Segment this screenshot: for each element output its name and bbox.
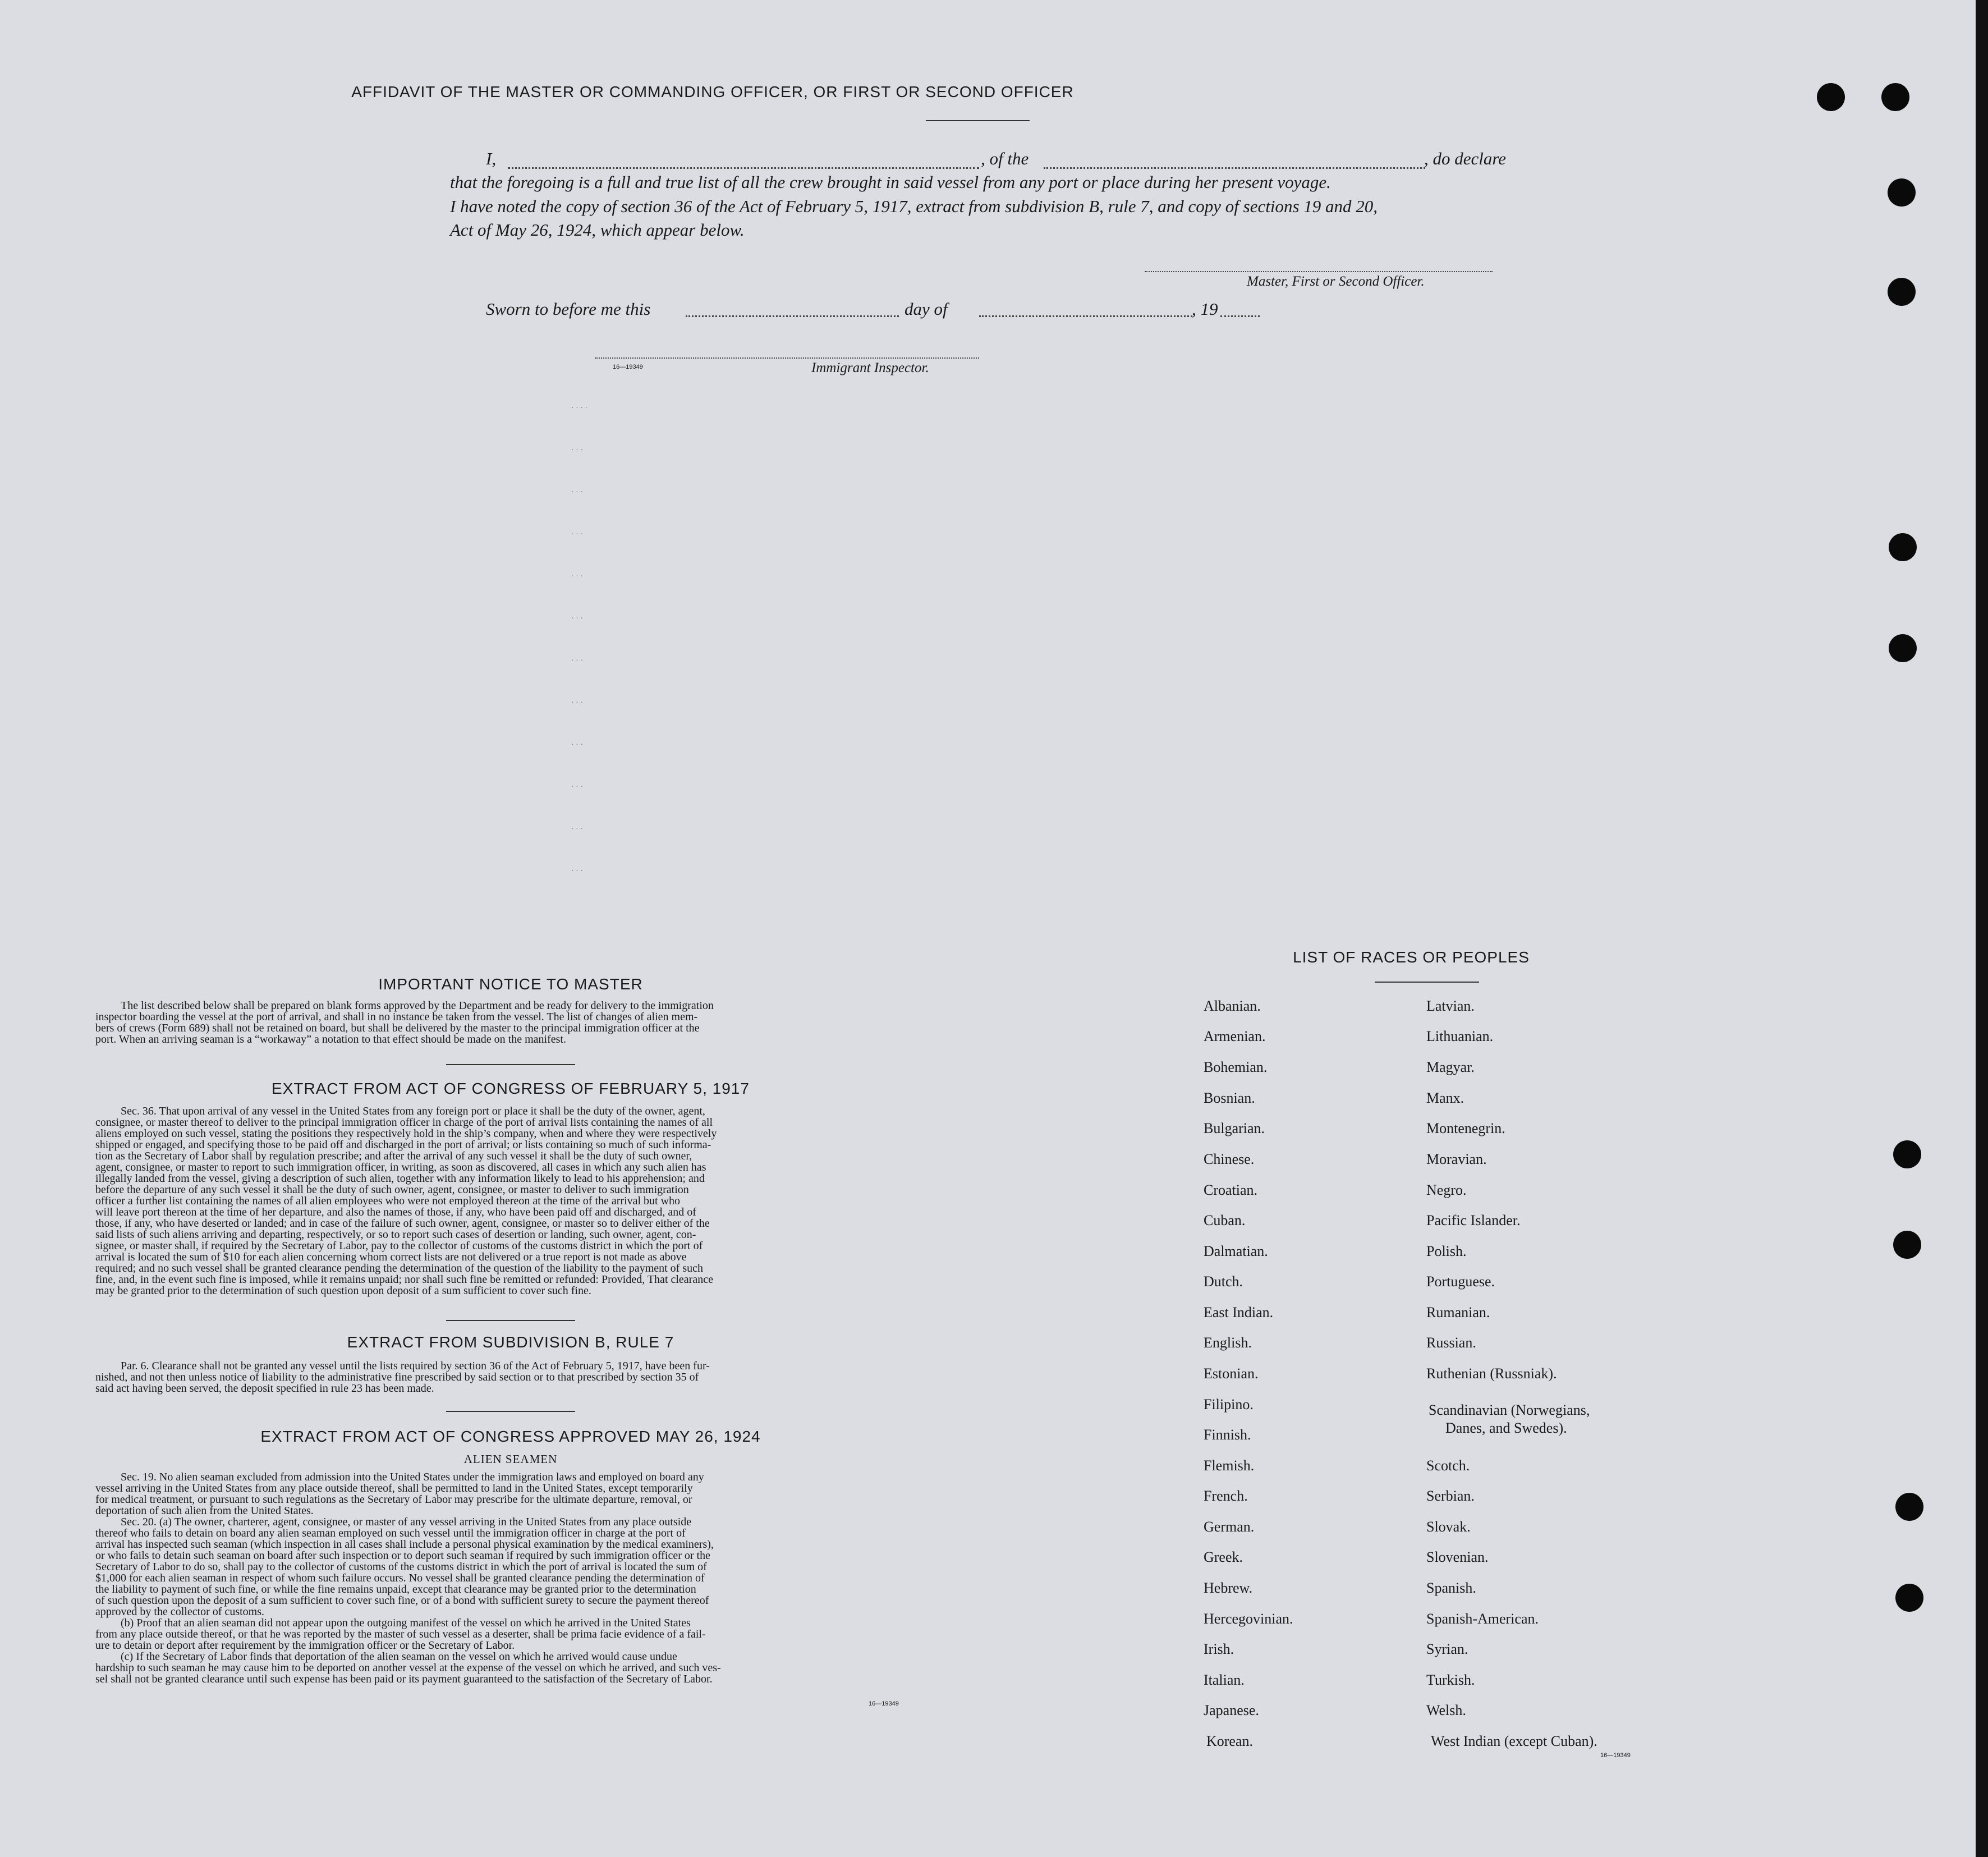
text-line: vessel arriving in the United States from any place outside thereof, shall be permitted to land in the United States, except temporarily (95, 1482, 693, 1494)
text-line: before the departure of any such vessel it shall be the duty of such owner, agent, consignee, or master to deliver to such immigration (95, 1184, 689, 1196)
race-item: Serbian. (1426, 1488, 1475, 1504)
rule-7-text (95, 1360, 926, 1394)
race-item: Portuguese. (1426, 1273, 1495, 1290)
form-number: 16—19349 (613, 364, 643, 370)
punch-hole-icon (1817, 83, 1845, 111)
text-line: shipped or engaged, and specifying those to be paid off and discharged in the port of arrival; or lists containing so much of such informa- (95, 1139, 711, 1151)
race-item: Slovak. (1426, 1519, 1471, 1535)
race-item: Estonian. (1204, 1365, 1259, 1382)
race-item: East Indian. (1204, 1304, 1274, 1320)
text-line: Secretary of Labor to do so, shall pay to the collector of customs of the customs district in which the port of arrival is located the sum of (95, 1561, 707, 1573)
punch-hole-icon (1889, 533, 1917, 561)
race-item: Manx. (1426, 1090, 1464, 1106)
text-line: approved by the collector of customs. (95, 1606, 265, 1618)
signature-caption: Master, First or Second Officer. (1247, 274, 1425, 289)
inspector-signature-field[interactable] (595, 357, 979, 359)
race-item: Moravian. (1426, 1151, 1487, 1167)
affidavit-line-4: Act of May 26, 1924, which appear below. (450, 220, 745, 240)
declarant-name-field[interactable] (508, 167, 979, 169)
text-line: or who fails to detain such seaman on board after such inspection or to deport such seaman if required by such immigration officer or the (95, 1549, 710, 1562)
race-item: Montenegrin. (1426, 1120, 1505, 1136)
notice-title: IMPORTANT NOTICE TO MASTER (378, 975, 643, 993)
text-line: thereof who fails to detain on board any alien seaman employed on such vessel until the immigration officer in charge at the port of (95, 1527, 686, 1539)
race-item: Lithuanian. (1426, 1028, 1494, 1044)
race-item: Dalmatian. (1204, 1243, 1268, 1259)
notice-line: inspector boarding the vessel at the port of arrival, and shall in no instance be taken from the vessel. The list of changes of alien mem- (95, 1011, 698, 1023)
vessel-label: , of the (981, 149, 1029, 168)
race-item: Japanese. (1204, 1702, 1259, 1718)
text-line: (c) If the Secretary of Labor finds that deportation of the alien seaman on the vessel on which he arrived would cause undue (121, 1650, 677, 1663)
text-line: Sec. 19. No alien seaman excluded from admission into the United States under the immigration laws and employed on board any (121, 1471, 704, 1483)
sworn-year-field[interactable] (1220, 315, 1260, 317)
text-line: ure to detain or deport after requirement by the immigration officer or the Secretary of Labor. (95, 1639, 515, 1652)
punch-hole-icon (1889, 634, 1917, 662)
race-item: Polish. (1426, 1243, 1467, 1259)
extract-1924-title: EXTRACT FROM ACT OF CONGRESS APPROVED MAY 26, 1924 (260, 1428, 761, 1445)
race-item: Rumanian. (1426, 1304, 1490, 1320)
margin-dots: · · · · · · · · · · · · · · · · · · · · · · · · · · · · · · · · · · · · · (571, 404, 588, 875)
race-item: Pacific Islander. (1426, 1212, 1521, 1228)
text-line: deportation of such alien from the United States. (95, 1505, 314, 1517)
sworn-month-field[interactable] (979, 315, 1192, 317)
text-line: will leave port thereon at the time of her departure, and also the names of those, if any, who have been paid off and discharged, and of (95, 1206, 696, 1218)
declare-label: , do declare (1424, 149, 1507, 168)
section-rule (446, 1064, 575, 1065)
rule-7-title: EXTRACT FROM SUBDIVISION B, RULE 7 (347, 1333, 674, 1351)
text-line: arrival is located the sum of $10 for each alien concerning whom correct lists are not delivered or a true report is not made as above (95, 1251, 687, 1263)
race-item: West Indian (except Cuban). (1431, 1733, 1597, 1749)
text-line: of such question upon the deposit of a sum sufficient to cover such fine, or of a bond with sufficient surety to secure the payment thereof (95, 1594, 709, 1607)
races-title-rule (1375, 982, 1479, 983)
text-line: those, if any, who have deserted or landed; and in case of the failure of such owner, agent, consignee, or master so to deliver either of the (95, 1217, 710, 1230)
punch-hole-icon (1895, 1493, 1923, 1521)
race-item: Spanish. (1426, 1580, 1476, 1596)
text-line: arrival has inspected such seaman (which inspection in all cases shall include a personal physical examination by the medical examiners), (95, 1538, 714, 1551)
race-item: Scandinavian (Norwegians, (1429, 1402, 1590, 1418)
text-line: aliens employed on such vessel, stating the positions they respectively hold in the ship’s company, when and where they were respectively (95, 1127, 717, 1140)
race-item: Magyar. (1426, 1059, 1475, 1075)
extract-1924-text (95, 1471, 926, 1685)
text-line: agent, consignee, or master to report to such immigration officer, in writing, as soon as discovered, all cases in which any such alien has (95, 1161, 706, 1173)
race-item: Hebrew. (1204, 1580, 1253, 1596)
text-line: consignee, or master thereof to deliver to the principal immigration officer in charge of the port of arrival lists containing the names of all (95, 1116, 713, 1129)
text-line: nished, and not then unless notice of liability to the administrative fine prescribed by said section or to that prescribed by section 35 of (95, 1371, 699, 1383)
race-item: Chinese. (1204, 1151, 1255, 1167)
punch-hole-icon (1895, 1584, 1923, 1612)
text-line: required; and no such vessel shall be granted clearance pending the determination of the question of the liability to the payment of such (95, 1262, 703, 1274)
section-rule (446, 1320, 575, 1321)
notice-text (95, 1000, 926, 1045)
form-number: 16—19349 (1600, 1752, 1631, 1759)
race-item: Bosnian. (1204, 1090, 1255, 1106)
race-item: Syrian. (1426, 1641, 1468, 1657)
day-of-label: day of (905, 299, 948, 319)
race-item: Russian. (1426, 1335, 1476, 1351)
text-line: signee, or master shall, if required by the Secretary of Labor, pay to the collector of customs of the customs district in which the port of (95, 1240, 703, 1252)
race-item: Croatian. (1204, 1182, 1258, 1198)
race-item: Cuban. (1204, 1212, 1246, 1228)
race-item: Danes, and Swedes). (1445, 1420, 1567, 1436)
race-item: Bohemian. (1204, 1059, 1268, 1075)
section-rule (446, 1411, 575, 1412)
text-line: sel shall not be granted clearance until such expense has been paid or its payment guaranteed to the satisfaction of the Secretary of Labor. (95, 1673, 713, 1685)
year-label: , 19 (1192, 299, 1218, 319)
affidavit-line-3: I have noted the copy of section 36 of the Act of February 5, 1917, extract from subdivision B, rule 7, and copy of sections 19 and 20, (450, 196, 1378, 216)
extract-1917-title: EXTRACT FROM ACT OF CONGRESS OF FEBRUARY 5, 1917 (272, 1080, 750, 1097)
race-item: Negro. (1426, 1182, 1467, 1198)
race-item: Scotch. (1426, 1457, 1470, 1474)
race-item: Dutch. (1204, 1273, 1243, 1290)
race-item: Bulgarian. (1204, 1120, 1265, 1136)
text-line: officer a further list containing the names of all alien employees who were not employed thereon at the time of the arrival but who (95, 1195, 681, 1207)
race-item: Latvian. (1426, 998, 1475, 1014)
race-item: French. (1204, 1488, 1248, 1504)
vessel-name-field[interactable] (1044, 167, 1425, 169)
text-line: Par. 6. Clearance shall not be granted any vessel until the lists required by section 36 of the Act of February 5, 1917, have been fur- (121, 1360, 710, 1372)
race-item: Albanian. (1204, 998, 1261, 1014)
inspector-caption: Immigrant Inspector. (811, 360, 929, 375)
text-line: fine, and, in the event such fine is imposed, while it remains unpaid; nor shall such fine be remitted or refunded: Provided, That clearance (95, 1273, 713, 1286)
text-line: (b) Proof that an alien seaman did not appear upon the outgoing manifest of the vessel on which he arrived in the United States (121, 1617, 691, 1629)
punch-hole-icon (1888, 278, 1916, 306)
punch-hole-icon (1888, 178, 1916, 207)
affidavit-line-2: that the foregoing is a full and true list of all the crew brought in said vessel from any port or place during her present voyage. (450, 172, 1331, 192)
notice-line: The list described below shall be prepared on blank forms approved by the Department and be ready for delivery to the immigration (121, 999, 714, 1012)
text-line: Sec. 36. That upon arrival of any vessel in the United States from any foreign port or place it shall be the duty of the owner, agent, (121, 1105, 705, 1117)
race-item: Welsh. (1426, 1702, 1466, 1718)
affidavit-title: AFFIDAVIT OF THE MASTER OR COMMANDING OFFICER, OR FIRST OR SECOND OFFICER (351, 83, 1074, 100)
race-item: Turkish. (1426, 1672, 1475, 1688)
text-line: from any place outside thereof, or that he was reported by the master of such vessel as a deserter, shall be prima facie evidence of a fail- (95, 1628, 706, 1640)
race-item: Irish. (1204, 1641, 1234, 1657)
text-line: may be granted prior to the determination of such question upon deposit of a sum sufficient to cover such fine. (95, 1285, 591, 1297)
race-item: Hercegovinian. (1204, 1611, 1293, 1627)
text-line: tion as the Secretary of Labor shall by regulation prescribe; and after the arrival of any such vessel it shall be the duty of such owner, (95, 1150, 692, 1162)
race-item: Ruthenian (Russniak). (1426, 1365, 1557, 1382)
race-item: German. (1204, 1519, 1255, 1535)
text-line: $1,000 for each alien seaman in respect of whom such failure occurs. No vessel shall be granted clearance pending the determination of (95, 1572, 705, 1584)
race-item: Italian. (1204, 1672, 1245, 1688)
sworn-day-field[interactable] (686, 315, 899, 317)
text-line: illegally landed from the vessel, giving a description of such alien, together with any information likely to lead to his apprehension; and (95, 1172, 705, 1185)
sworn-label: Sworn to before me this (486, 299, 651, 319)
punch-hole-icon (1881, 83, 1909, 111)
race-item: Filipino. (1204, 1396, 1254, 1413)
alien-seamen-subtitle: ALIEN SEAMEN (463, 1452, 558, 1466)
text-line: the liability to payment of such fine, or while the fine remains unpaid, except that clearance may be granted prior to the determination (95, 1583, 696, 1595)
notice-line: port. When an arriving seaman is a “workaway” a notation to that effect should be made on the manifest. (95, 1033, 566, 1046)
text-line: said act having been served, the deposit specified in rule 23 has been made. (95, 1382, 434, 1395)
races-title: LIST OF RACES OR PEOPLES (1293, 948, 1530, 966)
extract-1917-text (95, 1106, 926, 1296)
race-item: Greek. (1204, 1549, 1243, 1565)
punch-hole-icon (1893, 1231, 1921, 1259)
punch-hole-icon (1893, 1140, 1921, 1168)
scan-edge (1976, 0, 1988, 1857)
signature-field[interactable] (1145, 271, 1493, 272)
notice-line: bers of crews (Form 689) shall not be retained on board, but shall be delivered by the master to the principal immigration officer at the (95, 1022, 700, 1034)
race-item: Spanish-American. (1426, 1611, 1539, 1627)
title-rule (926, 120, 1030, 121)
declarant-label: I, (486, 149, 497, 168)
text-line: Sec. 20. (a) The owner, charterer, agent, consignee, or master of any vessel arriving in the United States from any place outside (121, 1516, 692, 1528)
race-item: Korean. (1206, 1733, 1254, 1749)
text-line: said lists of such aliens arriving and departing, respectively, or so to report such cases of desertion or landing, such owner, agent, con- (95, 1228, 696, 1241)
race-item: Slovenian. (1426, 1549, 1489, 1565)
race-item: Armenian. (1204, 1028, 1266, 1044)
race-item: Flemish. (1204, 1457, 1255, 1474)
race-item: Finnish. (1204, 1427, 1251, 1443)
form-number: 16—19349 (869, 1700, 899, 1707)
race-item: English. (1204, 1335, 1252, 1351)
text-line: hardship to such seaman he may cause him to be deported on another vessel at the expense of the vessel on which he arrived, and such ves- (95, 1662, 721, 1674)
text-line: for medical treatment, or pursuant to such regulations as the Secretary of Labor may prescribe for the ultimate departure, removal, or (95, 1493, 692, 1506)
